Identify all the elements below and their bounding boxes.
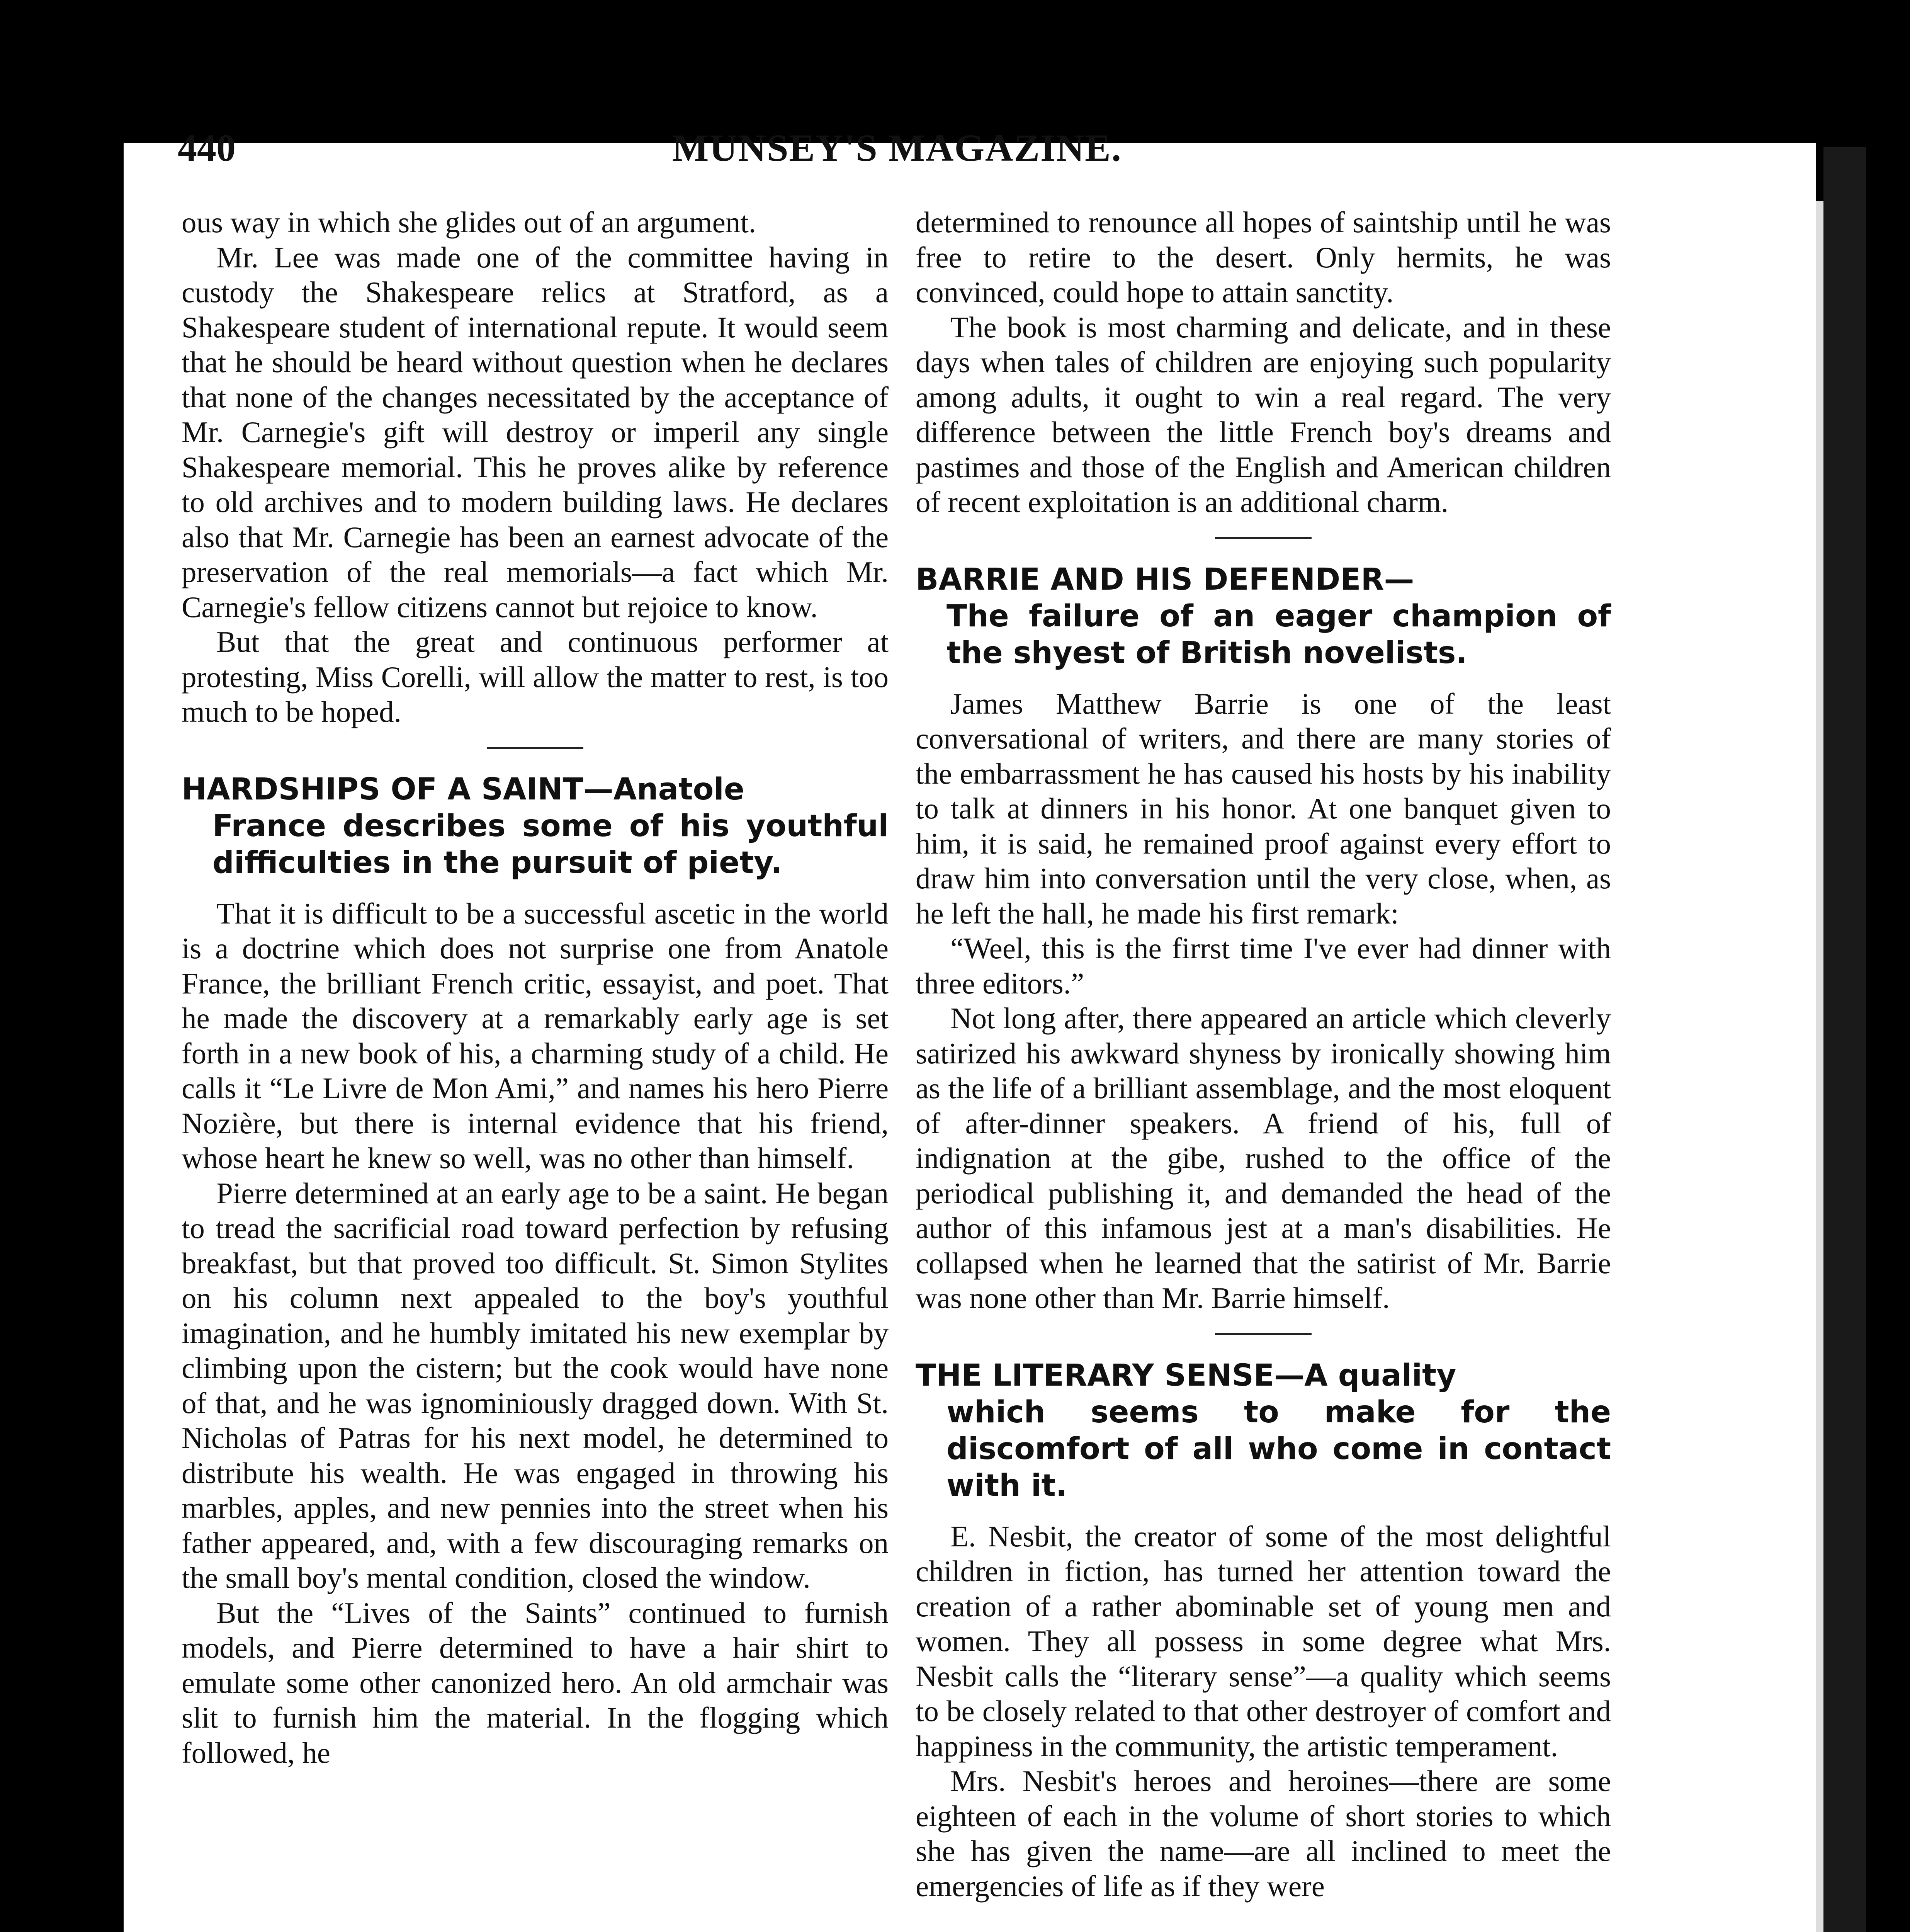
paragraph: But that the great and continuous performer at protesting, Miss Corelli, will allow the matter to rest, is too much to be hoped. bbox=[182, 625, 889, 728]
section-divider bbox=[487, 747, 583, 749]
running-header bbox=[178, 126, 1642, 176]
right-column bbox=[916, 205, 1611, 1903]
section-heading bbox=[916, 1357, 1611, 1504]
paragraph: Mr. Lee was made one of the committee having in custody the Shakespeare relics at Stratford, as a Shakespeare student of international repute. It would seem that he should be heard without question when he declares that none of the changes necessitated by the acceptance of Mr. Carnegie's gift will destroy or imperil any single Shakespeare memorial. This he proves alike by reference to old archives and to modern building laws. He declares also that Mr. Carnegie has been an earnest advocate of the preservation of the real memorials—a fact which Mr. Carnegie's fellow citizens cannot but rejoice to know. bbox=[182, 240, 889, 624]
section-subtitle: The failure of an eager champion of the shyest of British novelists. bbox=[947, 599, 1611, 670]
paragraph: Pierre determined at an early age to be a saint. He began to tread the sacrificial road toward perfection by refusing breakfast, but that proved too difficult. St. Simon Stylites on his column next appealed to the boy's youthful imagination, and he humbly imitated his new exemplar by climbing upon the cistern; but the cook would have none of that, and he was ignominiously dragged down. With St. Nicholas of Patras for his next model, he determined to distribute his wealth. He was engaged in throwing his marbles, apples, and new pennies into the street when his father appeared, and, with a few discouraging remarks on the small boy's mental condition, closed the window. bbox=[182, 1176, 889, 1594]
section-title: BARRIE AND HIS DEFENDER— bbox=[916, 562, 1414, 597]
paragraph: E. Nesbit, the creator of some of the most delightful children in fiction, has turned her attention toward the creation of a rather abominable set of young men and women. They all possess in some degree what Mrs. Nesbit calls the “literary sense”—a quality which seems to be closely related to that other destroyer of comfort and happiness in the community, the artistic temperament. bbox=[916, 1519, 1611, 1763]
paragraph: Mrs. Nesbit's heroes and heroines—there are some eighteen of each in the volume of short stories to which she has given the name—are all inclined to meet the emergencies of life as if they were bbox=[916, 1764, 1611, 1903]
binding-edge bbox=[1823, 147, 1866, 1932]
page-number: 440 bbox=[178, 126, 236, 169]
section-subtitle: France describes some of his youthful difficulties in the pursuit of piety. bbox=[212, 808, 889, 880]
paragraph: But the “Lives of the Saints” continued to furnish models, and Pierre determined to have a hair shirt to emulate some other canonized hero. An old armchair was slit to furnish him the material. In the flogging which followed, he bbox=[182, 1596, 889, 1769]
section-title: HARDSHIPS OF A SAINT—Anatole bbox=[182, 772, 744, 807]
section-heading bbox=[916, 561, 1611, 672]
magazine-title: MUNSEY'S MAGAZINE. bbox=[672, 126, 1122, 169]
paragraph: determined to renounce all hopes of saintship until he was free to retire to the desert. Only hermits, he was convinced, could hope to attain sanctity. bbox=[916, 206, 1611, 309]
section-subtitle: which seems to make for the discomfort of all who come in contact with it. bbox=[947, 1395, 1611, 1503]
section-title: THE LITERARY SENSE—A quality bbox=[916, 1358, 1456, 1393]
left-column bbox=[182, 205, 889, 1770]
paragraph: The book is most charming and delicate, and in these days when tales of children are enjoying such popularity among adults, it ought to win a real regard. The very difference between the little French boy's dreams and pastimes and those of the English and American children of recent exploitation is an additional charm. bbox=[916, 310, 1611, 519]
paragraph: Not long after, there appeared an article which cleverly satirized his awkward shyness by ironically showing him as the life of a brilliant assemblage, and the most eloquent of after-dinner speakers. A friend of his, full of indignation at the gibe, rushed to the office of the periodical publishing it, and demanded the head of the author of this infamous jest at a man's disabilities. He collapsed when he learned that the satirist of Mr. Barrie was none other than Mr. Barrie himself. bbox=[916, 1002, 1611, 1315]
paragraph: James Matthew Barrie is one of the least conversational of writers, and there are many stories of the embarrassment he has caused his hosts by his inability to talk at dinners in his honor. At one banquet given to him, it is said, he remained proof against every effort to draw him into conversation until the very close, when, as he left the hall, he made his first remark: bbox=[916, 687, 1611, 930]
section-heading bbox=[182, 771, 889, 881]
section-divider bbox=[1215, 537, 1312, 539]
section-divider bbox=[1215, 1333, 1312, 1335]
paragraph: That it is difficult to be a successful ascetic in the world is a doctrine which does not surprise one from Anatole France, the brilliant French critic, essayist, and poet. That he made the discovery at a remarkably early age is set forth in a new book of his, a charming study of a child. He calls it “Le Livre de Mon Ami,” and names his hero Pierre Nozière, but there is internal evidence that his friend, whose heart he knew so well, was no other than himself. bbox=[182, 896, 889, 1175]
paragraph: ous way in which she glides out of an argument. bbox=[182, 206, 756, 239]
paragraph: “Weel, this is the firrst time I've ever had dinner with three editors.” bbox=[916, 932, 1611, 1000]
